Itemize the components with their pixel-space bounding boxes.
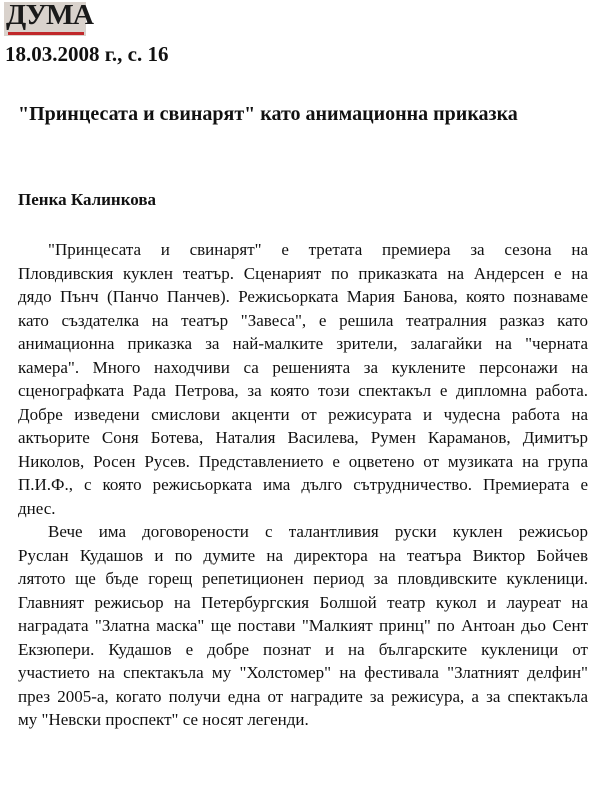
text-line: участието на спектакъла му "Холстомер" на фестивала "Златният делфин" <box>18 663 588 682</box>
text-line: лятото ще бъде горещ репетиционен период за пловдивските кукленици. <box>18 569 588 588</box>
text-line: Пловдивския куклен театър. Сценарият по приказката на Андерсен е на <box>18 263 588 283</box>
text-line: Добре изведени смислови акценти от режисурата и чудесна работа на <box>18 404 588 424</box>
text-line: Вече има договорености с талантливия руски куклен режисьор <box>48 522 588 541</box>
text-line: Главният режисьор на Петербургския Болшой театр кукол и лауреат на <box>18 592 588 612</box>
text-line: като създателка на театър "Завеса", е решила театралния разказ като <box>18 310 588 330</box>
logo-text: ДУМА <box>6 0 93 31</box>
article-title: "Принцесата и свинарят" като анимационна приказка <box>18 103 518 125</box>
text-line: наградата "Златна маска" ще постави "Малкият принц" по Антоан дьо Сент <box>18 616 588 635</box>
text-line: му "Невски проспект" се носят легенди. <box>18 710 309 729</box>
text-line: П.И.Ф., с която режисьорката има дълго сътрудничество. Премиерата е <box>18 475 588 494</box>
text-line: дядо Пънч (Панчо Панчев). Режисьорката Мария Банова, която познаваме <box>18 287 588 306</box>
text-line: камера". Много находчиви са решенията за куклените персонажи на <box>18 357 588 377</box>
text-line: днес. <box>18 498 56 518</box>
text-line: "Принцесата и свинарят" е третата премиера за сезона на <box>48 240 588 259</box>
paragraph <box>18 520 588 732</box>
text-line: Екзюпери. Кудашов е добре познат и на българските кукленици от <box>18 639 588 659</box>
text-line: анимационна приказка за най-малките зрители, залагайки на "черната <box>18 334 588 353</box>
text-line: сценографката Рада Петрова, за която този спектакъл е дипломна работа. <box>18 381 588 400</box>
paragraph <box>18 238 588 520</box>
publication-date: 18.03.2008 г., с. 16 <box>5 42 169 66</box>
newspaper-logo <box>4 0 93 36</box>
text-line: Николов, Росен Русев. Представлението е оцветено от музиката на група <box>18 451 588 471</box>
article-body <box>18 238 588 732</box>
text-line: Руслан Кудашов и по думите на директора на театъра Виктор Бойчев <box>18 545 588 565</box>
logo-red-bar <box>8 32 84 35</box>
text-line: през 2005-а, когато получи една от наградите за режисура, а за спектакъла <box>18 686 588 706</box>
article-author: Пенка Калинкова <box>18 190 157 209</box>
text-line: актьорите Соня Ботева, Наталия Василева, Румен Караманов, Димитър <box>18 428 588 447</box>
